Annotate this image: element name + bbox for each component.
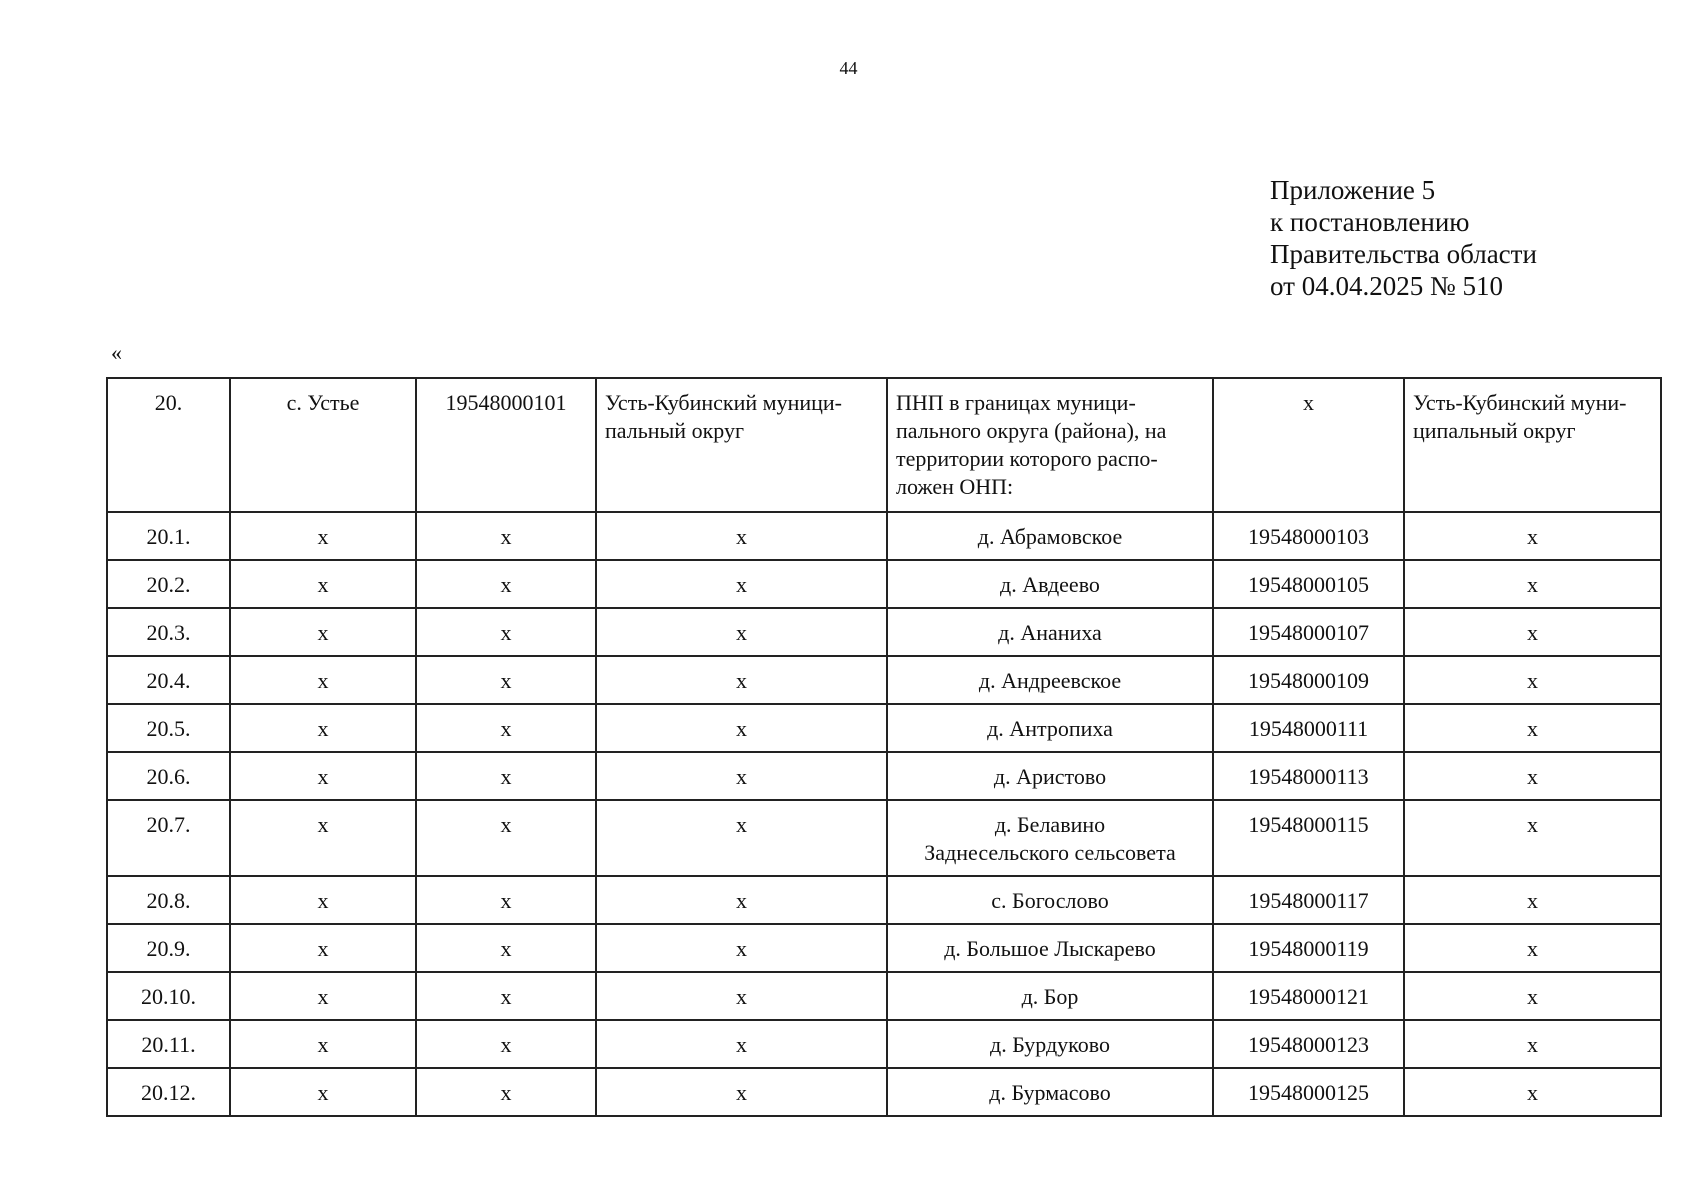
settlement-name-cell: д. Большое Лыскарево	[887, 924, 1213, 972]
row-number-cell: 20.3.	[107, 608, 230, 656]
locality-cell: х	[230, 560, 416, 608]
row-number-cell: 20.9.	[107, 924, 230, 972]
settlement-name-cell: д. Авдеево	[887, 560, 1213, 608]
page-number: 44	[839, 58, 858, 78]
district-cell: х	[596, 876, 887, 924]
settlement-code-cell: 19548000111	[1213, 704, 1404, 752]
code-cell: 19548000101	[416, 378, 596, 512]
locality-cell: с. Устье	[230, 378, 416, 512]
table-row	[107, 608, 1661, 656]
locality-cell: х	[230, 512, 416, 560]
locality-cell: х	[230, 752, 416, 800]
table-row	[107, 656, 1661, 704]
district-cell: х	[596, 704, 887, 752]
settlement-name-cell: д. Бурдуково	[887, 1020, 1213, 1068]
locality-cell: х	[230, 704, 416, 752]
district-cell-2: х	[1404, 512, 1661, 560]
appendix-line: к постановлению	[1270, 207, 1470, 237]
settlement-code-cell: 19548000125	[1213, 1068, 1404, 1116]
code-cell: х	[416, 972, 596, 1020]
row-number-cell: 20.2.	[107, 560, 230, 608]
code-cell: х	[416, 512, 596, 560]
table-row	[107, 1068, 1661, 1116]
table-row	[107, 752, 1661, 800]
settlements-table-body	[107, 378, 1661, 1116]
district-cell-2: х	[1404, 876, 1661, 924]
district-cell-2: х	[1404, 704, 1661, 752]
district-cell-2: Усть-Кубинский муни- ципальный округ	[1404, 378, 1661, 512]
locality-cell: х	[230, 608, 416, 656]
table-row	[107, 876, 1661, 924]
settlement-name-cell: д. Аристово	[887, 752, 1213, 800]
row-number-cell: 20.1.	[107, 512, 230, 560]
code-cell: х	[416, 656, 596, 704]
row-number-cell: 20.10.	[107, 972, 230, 1020]
row-number-cell: 20.5.	[107, 704, 230, 752]
appendix-line: от 04.04.2025 № 510	[1270, 271, 1503, 301]
district-cell: х	[596, 1020, 887, 1068]
district-cell: х	[596, 800, 887, 876]
district-cell-2: х	[1404, 752, 1661, 800]
code-cell: х	[416, 1068, 596, 1116]
district-cell: х	[596, 512, 887, 560]
locality-cell: х	[230, 1020, 416, 1068]
code-cell: х	[416, 704, 596, 752]
code-cell: х	[416, 800, 596, 876]
district-cell-2: х	[1404, 800, 1661, 876]
settlement-code-cell: 19548000123	[1213, 1020, 1404, 1068]
table-row	[107, 704, 1661, 752]
district-cell: х	[596, 608, 887, 656]
settlement-code-cell: 19548000117	[1213, 876, 1404, 924]
district-cell: Усть-Кубинский муници- пальный округ	[596, 378, 887, 512]
settlement-name-cell: д. Белавино Заднесельского сельсовета	[887, 800, 1213, 876]
locality-cell: х	[230, 656, 416, 704]
district-cell-2: х	[1404, 972, 1661, 1020]
settlement-code-cell: 19548000103	[1213, 512, 1404, 560]
appendix-line: Правительства области	[1270, 239, 1537, 269]
district-cell: х	[596, 560, 887, 608]
district-cell: х	[596, 1068, 887, 1116]
district-cell-2: х	[1404, 924, 1661, 972]
code-cell: х	[416, 752, 596, 800]
district-cell-2: х	[1404, 1020, 1661, 1068]
settlement-name-cell: д. Бор	[887, 972, 1213, 1020]
code-cell: х	[416, 608, 596, 656]
code-cell: х	[416, 876, 596, 924]
settlement-code-cell: 19548000121	[1213, 972, 1404, 1020]
district-cell-2: х	[1404, 560, 1661, 608]
settlement-code-cell: 19548000107	[1213, 608, 1404, 656]
settlement-name-cell: д. Антропиха	[887, 704, 1213, 752]
locality-cell: х	[230, 800, 416, 876]
settlement-code-cell: 19548000115	[1213, 800, 1404, 876]
locality-cell: х	[230, 1068, 416, 1116]
open-quote-mark: «	[111, 340, 122, 365]
appendix-line: Приложение 5	[1270, 175, 1436, 205]
row-number-cell: 20.7.	[107, 800, 230, 876]
description-cell: ПНП в границах муници- пального округа (района), на территории которого распо- ложен ОНП:	[887, 378, 1213, 512]
district-cell: х	[596, 752, 887, 800]
code-cell: х	[416, 560, 596, 608]
district-cell-2: х	[1404, 656, 1661, 704]
district-cell: х	[596, 972, 887, 1020]
table-row	[107, 800, 1661, 876]
code-cell: х	[416, 1020, 596, 1068]
settlement-name-cell: д. Бурмасово	[887, 1068, 1213, 1116]
district-cell: х	[596, 924, 887, 972]
settlements-table	[106, 377, 1662, 1117]
settlement-name-cell: с. Богослово	[887, 876, 1213, 924]
settlement-code-cell: 19548000113	[1213, 752, 1404, 800]
district-cell-2: х	[1404, 1068, 1661, 1116]
table-row	[107, 1020, 1661, 1068]
table-row	[107, 512, 1661, 560]
row-number-cell: 20.12.	[107, 1068, 230, 1116]
code-cell: х	[416, 924, 596, 972]
table-row	[107, 924, 1661, 972]
row-number-cell: 20.	[107, 378, 230, 512]
settlement-code-cell: 19548000109	[1213, 656, 1404, 704]
row-number-cell: 20.4.	[107, 656, 230, 704]
settlement-name-cell: д. Андреевское	[887, 656, 1213, 704]
row-number-cell: 20.8.	[107, 876, 230, 924]
sub-code-cell: х	[1213, 378, 1404, 512]
locality-cell: х	[230, 972, 416, 1020]
table-row	[107, 378, 1661, 512]
row-number-cell: 20.6.	[107, 752, 230, 800]
table-row	[107, 972, 1661, 1020]
settlement-name-cell: д. Абрамовское	[887, 512, 1213, 560]
settlement-code-cell: 19548000105	[1213, 560, 1404, 608]
appendix-block	[1270, 174, 1537, 302]
settlement-code-cell: 19548000119	[1213, 924, 1404, 972]
table-row	[107, 560, 1661, 608]
district-cell-2: х	[1404, 608, 1661, 656]
district-cell: х	[596, 656, 887, 704]
row-number-cell: 20.11.	[107, 1020, 230, 1068]
locality-cell: х	[230, 876, 416, 924]
settlement-name-cell: д. Ананиха	[887, 608, 1213, 656]
locality-cell: х	[230, 924, 416, 972]
